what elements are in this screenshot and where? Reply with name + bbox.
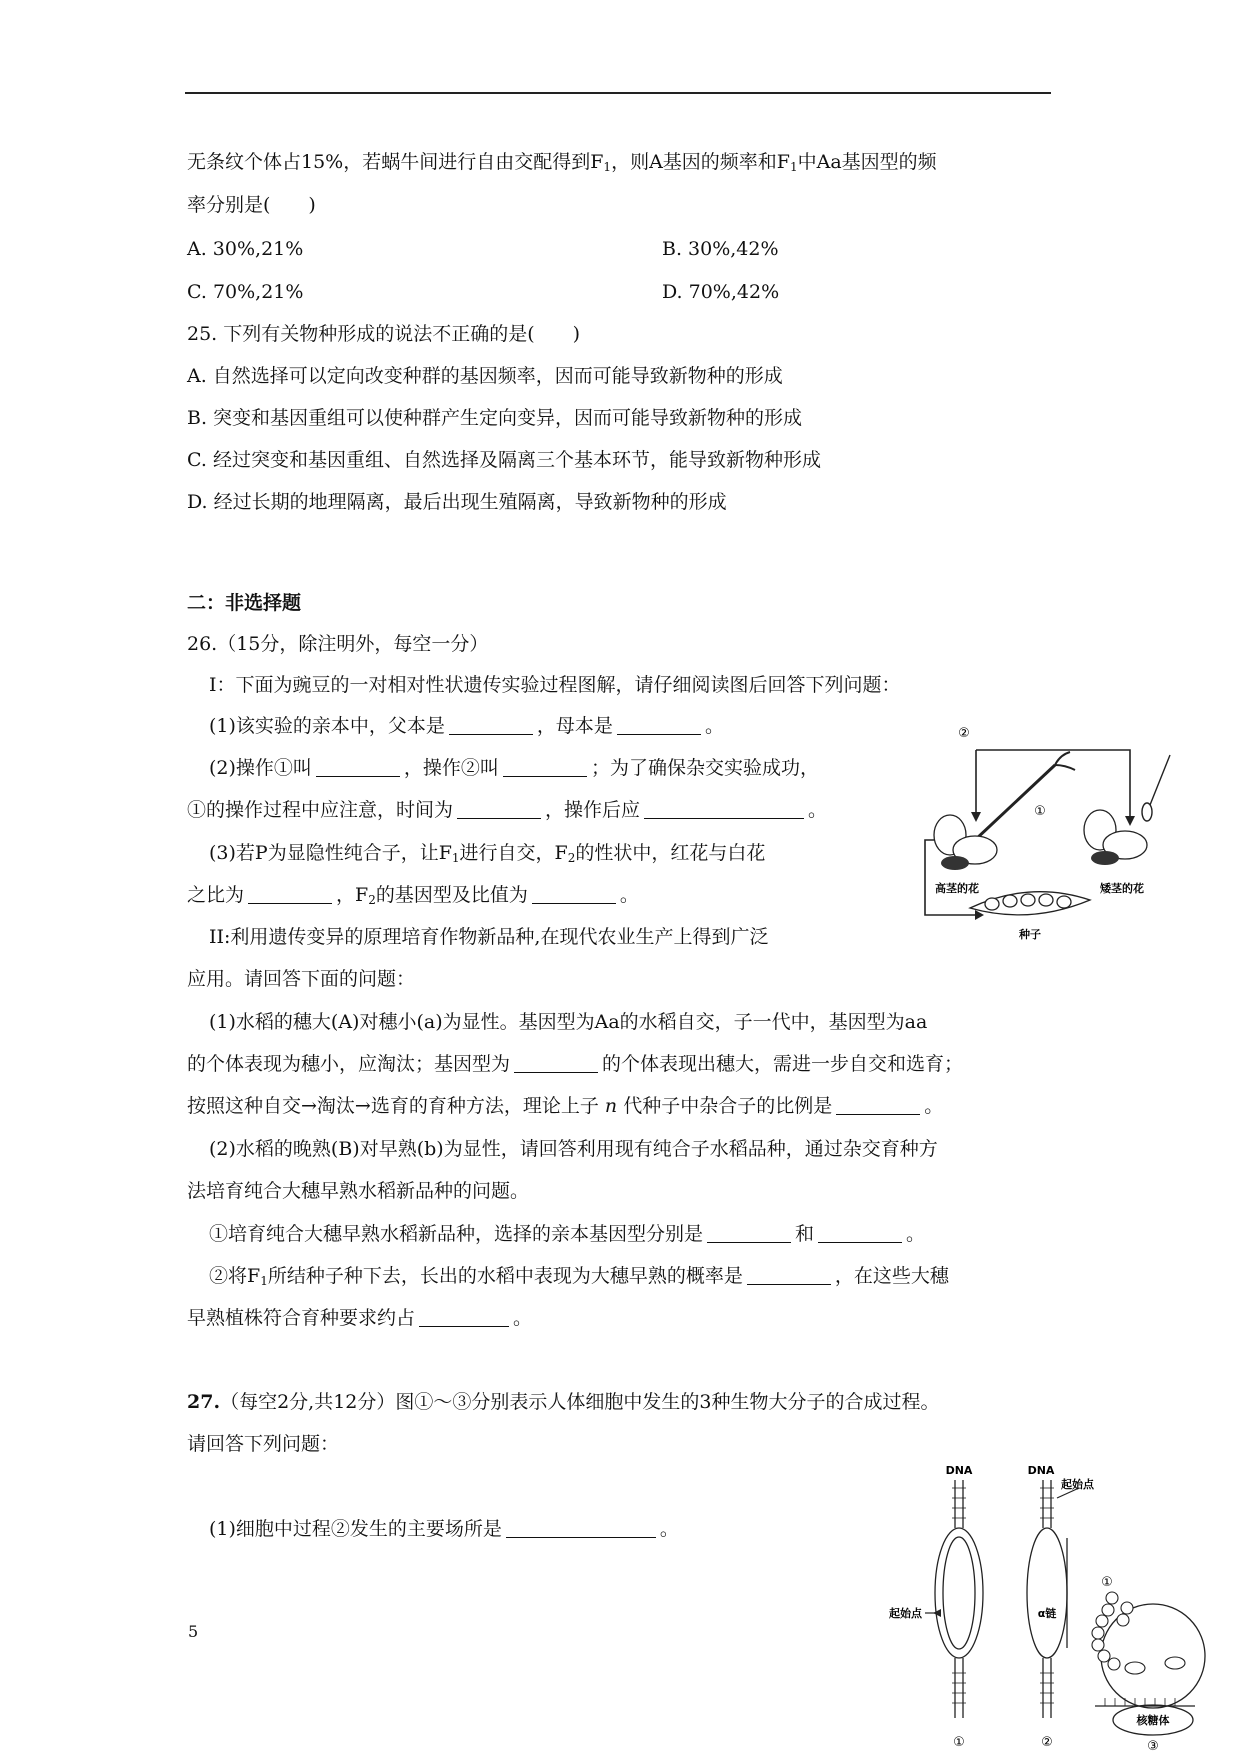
fig-mark-2: ②	[1041, 1735, 1053, 1750]
q26-rice2-line5: 早熟植株符合育种要求约占 。	[187, 1307, 533, 1329]
header-rule	[185, 92, 1051, 94]
q26-header: 26.（15分，除注明外，每空一分）	[187, 633, 489, 655]
q24-option-d: D. 70%,42%	[662, 281, 780, 303]
answer-blank[interactable]	[644, 798, 804, 819]
page-number: 5	[188, 1622, 199, 1641]
fig-label-seed: 种子	[1019, 928, 1041, 941]
answer-blank[interactable]	[836, 1094, 920, 1115]
answer-blank[interactable]	[419, 1306, 509, 1327]
answer-blank[interactable]	[818, 1222, 902, 1243]
fig-alpha-chain-label: α链	[1037, 1607, 1057, 1620]
q26-rice2-line1: (2)水稻的晚熟(B)对早熟(b)为显性，请回答利用现有纯合子水稻品种，通过杂交育种方	[209, 1138, 938, 1160]
q26-sub2-line1: (2)操作①叫 ，操作②叫 ；为了确保杂交实验成功，	[209, 757, 819, 779]
answer-blank[interactable]	[532, 883, 616, 904]
fig-mark-3: ③	[1147, 1739, 1159, 1754]
q25-stem: 25. 下列有关物种形成的说法不正确的是( )	[187, 323, 581, 345]
answer-blank[interactable]	[248, 883, 332, 904]
synthesis-process-figure	[889, 1458, 1195, 1754]
q27-sub1: (1)细胞中过程②发生的主要场所是 。	[209, 1518, 679, 1540]
q26-rice2-line3: ①培育纯合大穗早熟水稻新品种，选择的亲本基因型分别是 和 。	[209, 1223, 926, 1245]
section-title: 二：非选择题	[187, 592, 302, 614]
fig-label-tall-flower: 高茎的花	[935, 882, 979, 895]
fig-dna-label-2: DNA	[1027, 1464, 1055, 1477]
q24-option-b: B. 30%,42%	[662, 238, 779, 260]
q27-stem-line2: 请回答下列问题：	[187, 1433, 340, 1455]
q26-part2-line1: II:利用遗传变异的原理培育作物新品种,在现代农业生产上得到广泛	[209, 926, 769, 948]
fig-origin-label-top: 起始点	[1061, 1478, 1094, 1491]
fig-origin-label-left: 起始点	[889, 1607, 922, 1620]
fig-label-short-flower: 矮茎的花	[1100, 882, 1144, 895]
answer-blank[interactable]	[503, 756, 587, 777]
pea-cross-figure	[880, 720, 1210, 950]
answer-blank[interactable]	[316, 756, 400, 777]
fig-mark-1: ①	[953, 1735, 965, 1750]
q25-option-b: B. 突变和基因重组可以使种群产生定向变异，因而可能导致新物种的形成	[187, 407, 803, 429]
answer-blank[interactable]	[449, 714, 533, 735]
q26-rice2-line4: ②将$F_1$所结种子种下去，长出的水稻中表现为大穗早熟的概率是 ，在这些大穗	[209, 1265, 949, 1288]
q24-line1: 无条纹个体占15%，若蜗牛间进行自由交配得到$F_1$，则A基因的频率和$F_1$中Aa基因型的频	[187, 151, 937, 174]
answer-blank[interactable]	[617, 714, 701, 735]
answer-blank[interactable]	[457, 798, 541, 819]
answer-blank[interactable]	[707, 1222, 791, 1243]
answer-blank[interactable]	[506, 1517, 656, 1538]
q26-sub1: (1)该实验的亲本中，父本是 ，母本是 。	[209, 715, 724, 737]
fig-ribosome-label: 核糖体	[1136, 1714, 1170, 1727]
q26-part2-line2: 应用。请回答下面的问题：	[187, 968, 416, 990]
q26-sub3-line1: (3)若P为显隐性纯合子，让$F_1$进行自交，$F_2$的性状中，红花与白花	[209, 842, 766, 865]
fig-mark-2: ②	[958, 726, 970, 741]
q24-option-a: A. 30%,21%	[187, 238, 304, 260]
q25-option-d: D. 经过长期的地理隔离，最后出现生殖隔离，导致新物种的形成	[187, 491, 727, 513]
q26-rice1-line3: 按照这种自交→淘汰→选育的育种方法，理论上子 n 代种子中杂合子的比例是 。	[187, 1095, 944, 1117]
answer-blank[interactable]	[514, 1052, 598, 1073]
fig-dna-label-1: DNA	[945, 1464, 973, 1477]
q26-rice1-line1: (1)水稻的穗大(A)对穗小(a)为显性。基因型为Aa的水稻自交，子一代中，基因型为aa	[209, 1011, 928, 1033]
q24-option-c: C. 70%,21%	[187, 281, 304, 303]
fig-mark-1: ①	[1034, 804, 1046, 819]
q26-sub2-line2: ①的操作过程中应注意，时间为 ，操作后应 。	[187, 799, 828, 821]
q25-option-c: C. 经过突变和基因重组、自然选择及隔离三个基本环节，能导致新物种形成	[187, 449, 821, 471]
fig-mark-1-top: ①	[1101, 1575, 1113, 1590]
q24-line2: 率分别是( )	[187, 194, 316, 216]
q26-rice1-line2: 的个体表现为穗小，应淘汰；基因型为 的个体表现出穗大，需进一步自交和选育；	[187, 1053, 964, 1075]
q25-option-a: A. 自然选择可以定向改变种群的基因频率，因而可能导致新物种的形成	[187, 365, 783, 387]
q26-sub3-line2: 之比为 ，$F_2$的基因型及比值为 。	[187, 884, 639, 907]
q27-stem-line1: 27.（每空2分,共12分）图①～③分别表示人体细胞中发生的3种生物大分子的合成过程。	[187, 1391, 940, 1413]
answer-blank[interactable]	[747, 1264, 831, 1285]
q26-rice2-line2: 法培育纯合大穗早熟水稻新品种的问题。	[187, 1180, 530, 1202]
q26-part1-intro: I：下面为豌豆的一对相对性状遗传实验过程图解，请仔细阅读图后回答下列问题：	[209, 674, 901, 696]
